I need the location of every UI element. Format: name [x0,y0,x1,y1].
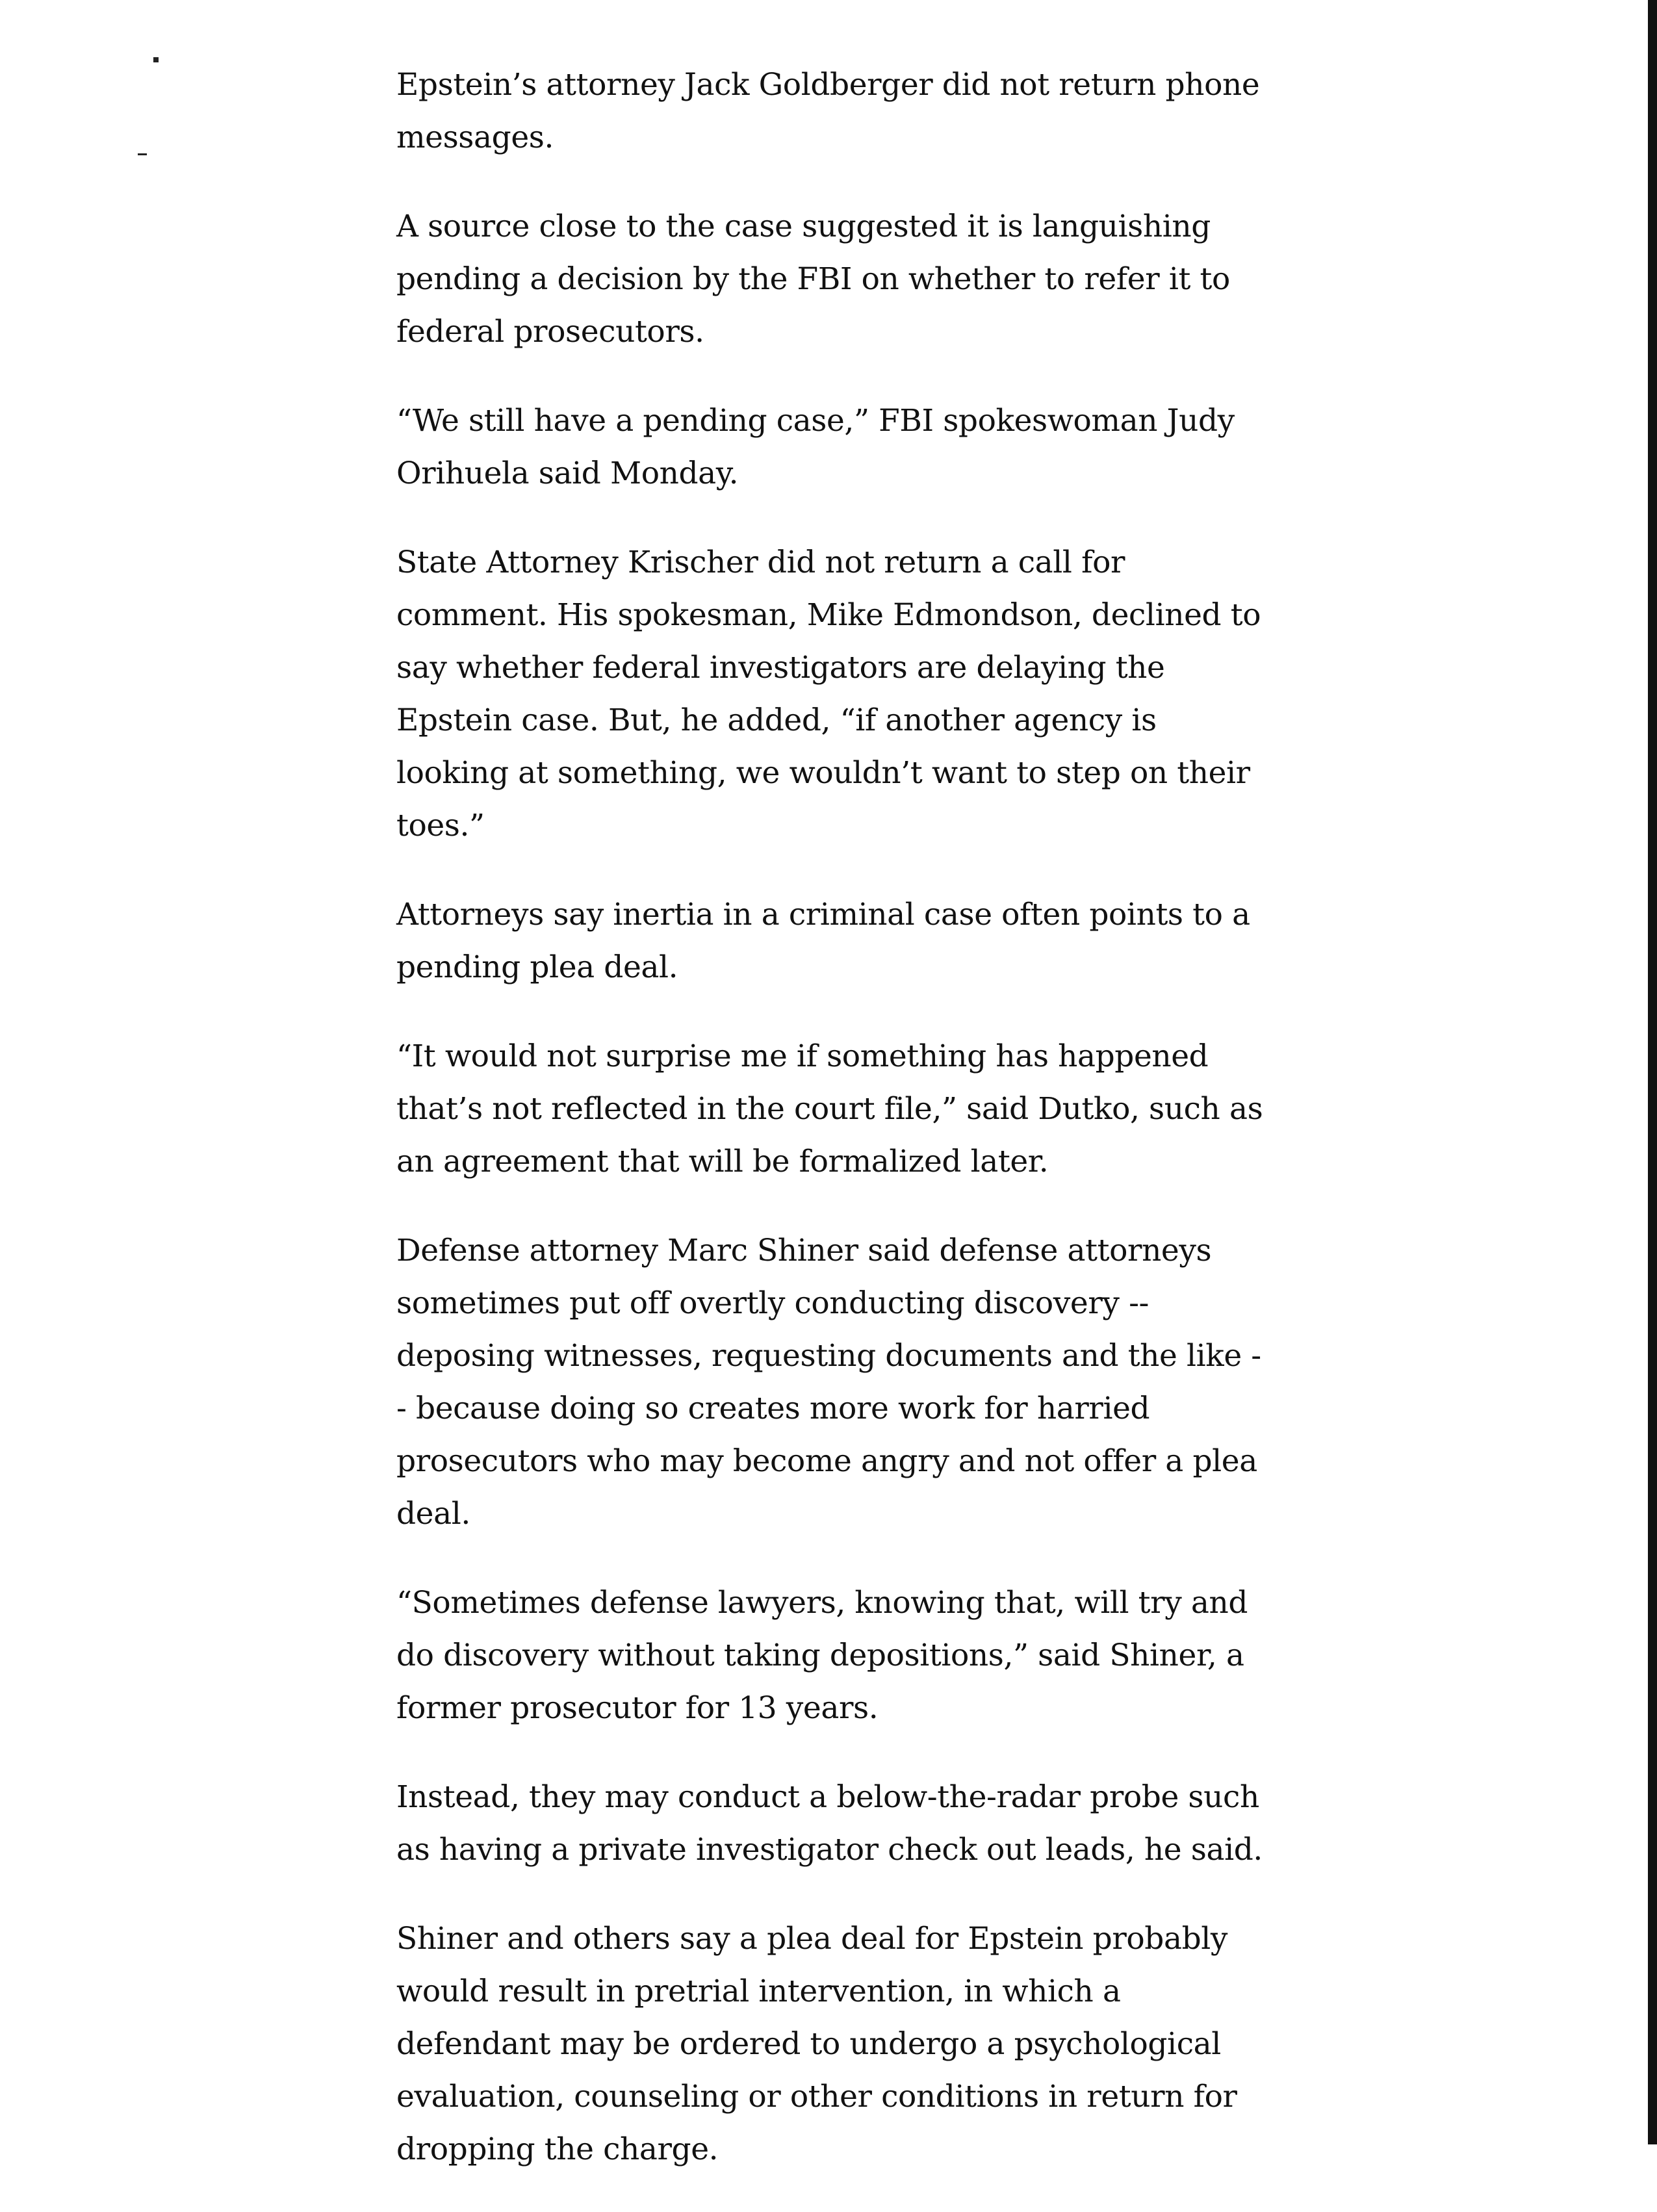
paragraph: “It would not surprise me if something has happened that’s not reflected in the court file,” said Dutko, such as an agreement that will be formalized later. [396,1038,1263,1179]
article-body [396,58,1267,2212]
paragraph: Instead, they may conduct a below-the-radar probe such as having a private investigator check out leads, he said. [396,1779,1263,1868]
page-edge-border [1648,0,1657,2144]
paragraph: A source close to the case suggested it is languishing pending a decision by the FBI on whether to refer it to federal prosecutors. [396,209,1230,350]
scan-dot [153,57,159,62]
paragraph: Defense attorney Marc Shiner said defense attorneys sometimes put off overtly conducting discovery -- deposing witnesses, requesting documents and the like -- because doing so creates more work for harried prosecutors who may become angry and not offer a plea deal. [396,1233,1261,1532]
paragraph: State Attorney Krischer did not return a call for comment. His spokesman, Mike Edmondson, declined to say whether federal investigators are delaying the Epstein case. But, he added, “if another agency is looking at something, we wouldn’t want to step on their toes.” [396,545,1261,843]
paragraph: Shiner and others say a plea deal for Epstein probably would result in pretrial intervention, in which a defendant may be ordered to undergo a psychological evaluation, counseling or other conditions in return for dropping the charge. [396,1921,1237,2167]
paragraph: “We still have a pending case,” FBI spokeswoman Judy Orihuela said Monday. [396,403,1235,491]
paragraph: “Sometimes defense lawyers, knowing that, will try and do discovery without taking depositions,” said Shiner, a former prosecutor for 13 years. [396,1585,1248,1726]
paragraph: Attorneys say inertia in a criminal case often points to a pending plea deal. [396,897,1250,985]
scan-dash [138,153,147,155]
paragraph: Epstein’s attorney Jack Goldberger did not return phone messages. [396,67,1260,155]
